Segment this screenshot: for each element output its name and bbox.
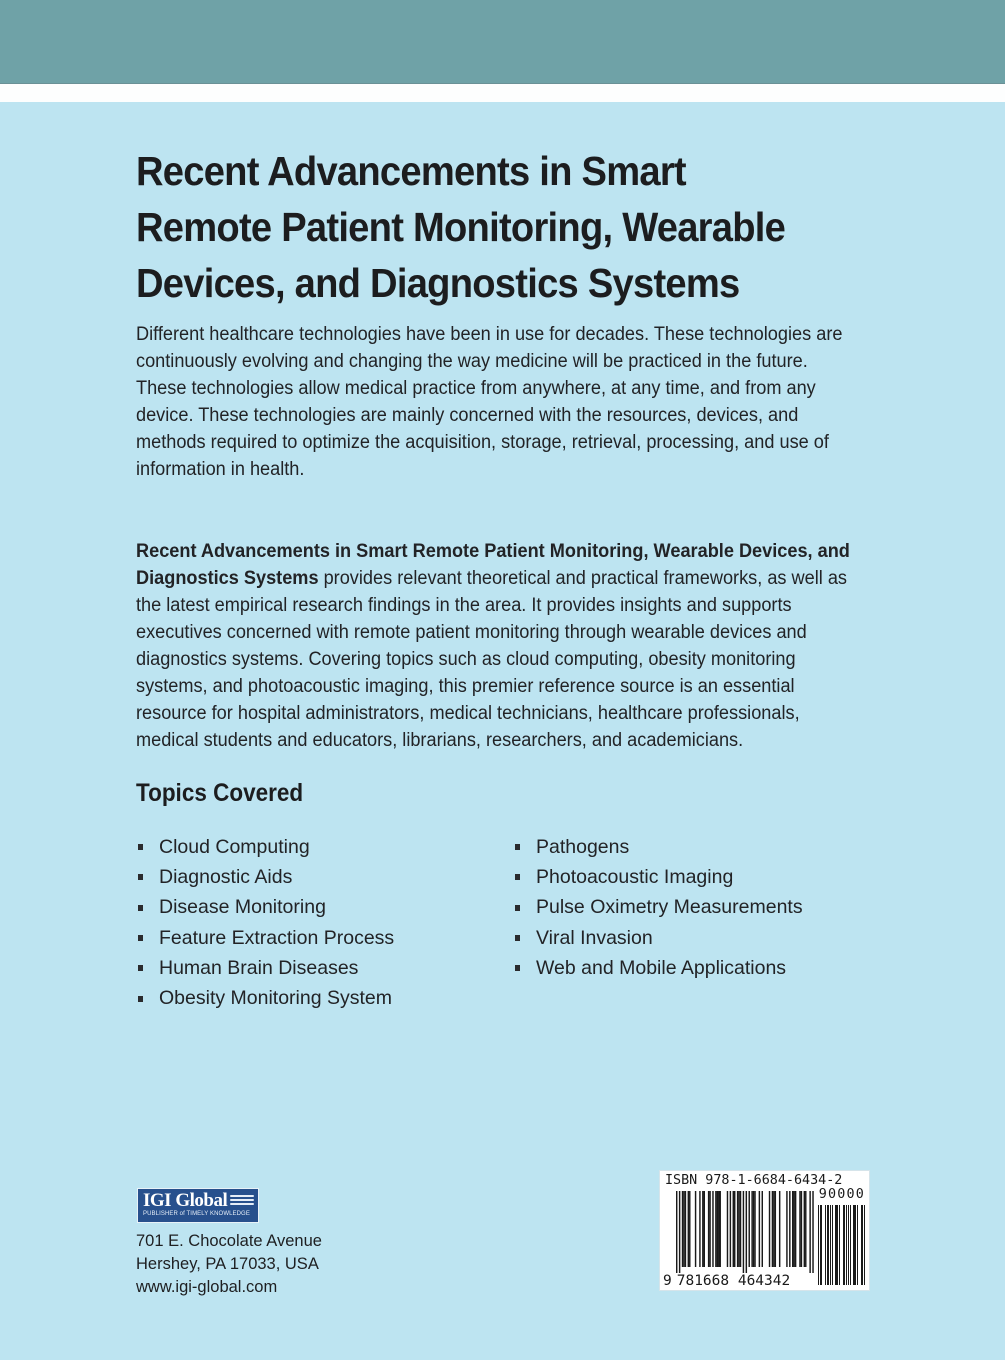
- barcode-bar: [730, 1191, 731, 1267]
- addon-bar: [832, 1205, 833, 1285]
- title-line-3: Devices, and Diagnostics Systems: [136, 260, 740, 306]
- addon-bar: [843, 1205, 844, 1285]
- barcode-bar: [792, 1191, 793, 1267]
- barcode-bar: [689, 1191, 690, 1267]
- barcode-bar: [743, 1191, 744, 1273]
- barcode-bar: [708, 1191, 709, 1267]
- logo-name: IGI Global: [143, 1190, 228, 1211]
- isbn-number: ISBN 978-1-6684-6434-2: [665, 1173, 843, 1188]
- addon-bar: [835, 1205, 836, 1285]
- addon-bar: [844, 1205, 845, 1285]
- publisher-address: [136, 1230, 322, 1299]
- addon-bar: [846, 1205, 847, 1285]
- publisher-website: www.igi-global.com: [136, 1278, 278, 1296]
- barcode-bar: [685, 1191, 686, 1267]
- bullet-icon: [515, 905, 520, 911]
- title-line-2: Remote Patient Monitoring, Wearable: [136, 204, 786, 250]
- addon-bar: [837, 1205, 838, 1285]
- barcode-bar: [754, 1191, 755, 1267]
- barcode-bar: [733, 1191, 734, 1267]
- topic-label: Feature Extraction Process: [159, 926, 395, 949]
- topic-label: Human Brain Diseases: [159, 956, 359, 979]
- addon-bar: [861, 1205, 862, 1285]
- bullet-icon: [138, 996, 143, 1002]
- top-color-band: [0, 0, 1005, 84]
- bullet-icon: [138, 965, 143, 971]
- logo-tagline: PUBLISHER of TIMELY KNOWLEDGE: [143, 1211, 250, 1217]
- barcode-bar: [720, 1191, 721, 1267]
- barcode-bar: [676, 1191, 677, 1273]
- description-paragraph-2: [136, 538, 862, 754]
- addon-bar: [836, 1205, 837, 1285]
- barcode-bar: [712, 1191, 713, 1267]
- topic-label: Web and Mobile Applications: [536, 956, 787, 979]
- barcode-bar: [688, 1191, 689, 1267]
- topic-label: Cloud Computing: [159, 835, 310, 858]
- topic-item: [136, 862, 394, 892]
- addon-bar: [828, 1205, 829, 1285]
- barcode-bar: [699, 1191, 700, 1267]
- barcode-bar: [737, 1191, 738, 1267]
- addon-bar: [853, 1205, 854, 1285]
- description-paragraph-1: Different healthcare technologies have been in use for decades. These technologies are continuously evolving and changing the way medicine will be practiced in the future. These technologies allow medical practice from anywhere, at any time, and from any device. These technologies are mainly concerned with the resources, devices, and methods required to optimize the acquisition, storage, retrieval, processing, and use of information in health.: [136, 324, 843, 480]
- barcode-bar: [734, 1191, 735, 1267]
- address-line-2: Hershey, PA 17033, USA: [136, 1255, 319, 1273]
- barcode-bar: [799, 1191, 800, 1267]
- ean-first-digit: 9: [663, 1273, 672, 1289]
- barcode-bar: [809, 1191, 810, 1273]
- description-title-bold: Recent Advancements in Smart Remote Patient Monitoring, Wearable Devices, and Diagnostics Systems: [136, 541, 850, 589]
- bullet-icon: [515, 935, 520, 941]
- topic-label: Photoacoustic Imaging: [536, 865, 734, 888]
- topic-item: [513, 832, 803, 862]
- topic-item: [136, 832, 394, 862]
- barcode-bar: [746, 1191, 747, 1273]
- barcode-bar: [695, 1191, 696, 1267]
- barcode-bar: [740, 1191, 741, 1267]
- addon-bar: [821, 1205, 822, 1285]
- barcode-bar: [702, 1191, 703, 1267]
- addon-bar: [862, 1205, 863, 1285]
- barcode-bar: [738, 1191, 739, 1267]
- addon-bar: [850, 1205, 851, 1285]
- description-paragraph-2-text: provides relevant theoretical and practical frameworks, as well as the latest empirical research findings in the area. It provides insights and supports executives concerned with remote patient monitoring through wearable devices and diagnostics systems. Covering topics such as cloud computing, obesity monitoring systems, and photoacoustic imaging, this premier reference source is an essential resource for hospital administrators, medical technicians, healthcare professionals, medical students and educators, librarians, researchers, and academicians.: [136, 568, 847, 751]
- barcode-bar: [682, 1191, 683, 1267]
- barcode-bar: [727, 1191, 728, 1267]
- bullet-icon: [515, 874, 520, 880]
- book-title: [136, 143, 843, 311]
- addon-bar: [827, 1205, 828, 1285]
- barcode-bar: [804, 1191, 805, 1267]
- barcode-bar: [683, 1191, 684, 1267]
- barcode-bar: [749, 1191, 750, 1267]
- topics-list-right: [513, 832, 803, 983]
- bullet-icon: [138, 844, 143, 850]
- barcode-bar: [772, 1191, 773, 1267]
- topic-label: Diagnostic Aids: [159, 865, 293, 888]
- publisher-logo: [137, 1188, 259, 1223]
- barcode-bar: [704, 1191, 705, 1267]
- barcode-bar: [786, 1191, 787, 1267]
- barcode-bar: [779, 1191, 780, 1267]
- addon-bar: [818, 1205, 819, 1285]
- addon-bar: [864, 1205, 865, 1285]
- addon-bars: [818, 1205, 865, 1285]
- barcode-bar: [769, 1191, 770, 1267]
- barcode-bar: [709, 1191, 710, 1267]
- address-line-1: 701 E. Chocolate Avenue: [136, 1232, 322, 1250]
- addon-bar: [855, 1205, 856, 1285]
- topic-label: Pulse Oximetry Measurements: [536, 896, 803, 919]
- addon-bar: [825, 1205, 826, 1285]
- topic-label: Pathogens: [536, 835, 630, 858]
- barcode-bar: [812, 1191, 813, 1273]
- isbn-barcode: [659, 1170, 870, 1291]
- bullet-icon: [138, 935, 143, 941]
- barcode-bar: [793, 1191, 794, 1267]
- barcode-bar: [795, 1191, 796, 1267]
- addon-bar: [854, 1205, 855, 1285]
- topic-item: [513, 862, 803, 892]
- barcode-bar: [789, 1191, 790, 1267]
- barcode-bar: [751, 1191, 752, 1267]
- barcode-bar: [773, 1191, 774, 1267]
- barcode-bar: [759, 1191, 760, 1267]
- waves-icon: [230, 1195, 254, 1207]
- bullet-icon: [138, 874, 143, 880]
- title-line-1: Recent Advancements in Smart: [136, 148, 686, 194]
- addon-bar: [848, 1205, 849, 1285]
- barcode-bar: [718, 1191, 719, 1267]
- topic-item: [136, 983, 394, 1013]
- topic-item: [513, 893, 803, 923]
- bullet-icon: [515, 965, 520, 971]
- topic-label: Viral Invasion: [536, 926, 653, 949]
- topics-list-left: [136, 832, 394, 1014]
- addon-bar: [830, 1205, 831, 1285]
- topic-item: [513, 953, 803, 983]
- topic-label: Obesity Monitoring System: [159, 987, 393, 1010]
- ean-bars: [676, 1191, 814, 1273]
- barcode-bar: [679, 1191, 680, 1273]
- topic-item: [136, 953, 394, 983]
- topic-item: [513, 923, 803, 953]
- white-strip: [0, 84, 1005, 102]
- topic-label: Disease Monitoring: [159, 896, 326, 919]
- topic-item: [136, 923, 394, 953]
- ean-digits: [663, 1273, 790, 1289]
- price-code: 90000: [818, 1187, 865, 1202]
- barcode-bar: [805, 1191, 806, 1267]
- addon-bar: [839, 1205, 840, 1285]
- topic-item: [136, 893, 394, 923]
- barcode-bar: [801, 1191, 802, 1267]
- barcode-bar: [775, 1191, 776, 1267]
- barcode-bar: [717, 1191, 718, 1267]
- bullet-icon: [138, 905, 143, 911]
- topics-heading: Topics Covered: [136, 779, 304, 807]
- barcode-bar: [762, 1191, 763, 1267]
- bullet-icon: [515, 844, 520, 850]
- barcode-bar: [753, 1191, 754, 1267]
- barcode-bar: [715, 1191, 716, 1267]
- addon-bar: [857, 1205, 858, 1285]
- addon-bar: [820, 1205, 821, 1285]
- ean-remaining-digits: 781668 464342: [676, 1273, 791, 1289]
